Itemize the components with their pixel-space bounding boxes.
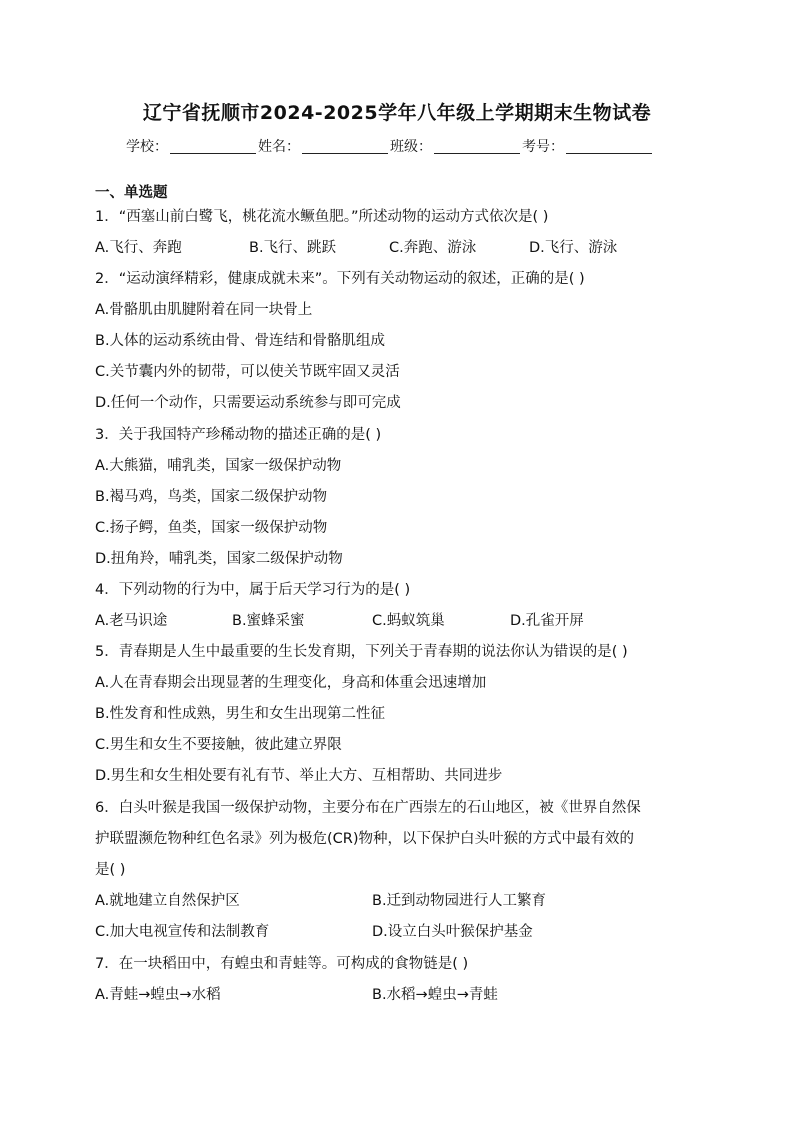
q4-option-c[interactable]: C.蚂蚁筑巢 bbox=[372, 613, 445, 629]
school-label: 学校： bbox=[126, 139, 168, 155]
q5-option-d[interactable]: D.男生和女生相处要有礼有节、举止大方、互相帮助、共同进步 bbox=[95, 768, 503, 784]
q1-option-d[interactable]: D.飞行、游泳 bbox=[529, 240, 618, 256]
question-4-stem: 4．下列动物的行为中，属于后天学习行为的是( ) bbox=[95, 582, 411, 598]
q7-option-b[interactable]: B.水稻→蝗虫→青蛙 bbox=[372, 987, 498, 1003]
q3-option-a[interactable]: A.大熊猫，哺乳类，国家一级保护动物 bbox=[95, 458, 342, 474]
q4-option-a[interactable]: A.老马识途 bbox=[95, 613, 168, 629]
student-info-row bbox=[126, 136, 654, 156]
q5-option-a[interactable]: A.人在青春期会出现显著的生理变化，身高和体重会迅速增加 bbox=[95, 675, 487, 691]
question-6-stem-line-2: 护联盟濒危物种红色名录》列为极危(CR)物种，以下保护白头叶猴的方式中最有效的 bbox=[95, 831, 635, 847]
q4-option-b[interactable]: B.蜜蜂采蜜 bbox=[232, 613, 305, 629]
q1-option-c[interactable]: C.奔跑、游泳 bbox=[389, 240, 477, 256]
q6-option-d[interactable]: D.设立白头叶猴保护基金 bbox=[372, 924, 533, 940]
question-6-stem-line-1: 6．白头叶猴是我国一级保护动物，主要分布在广西崇左的石山地区，被《世界自然保 bbox=[95, 800, 641, 816]
id-blank[interactable] bbox=[566, 139, 652, 154]
q6-option-a[interactable]: A.就地建立自然保护区 bbox=[95, 893, 240, 909]
question-3-stem: 3．关于我国特产珍稀动物的描述正确的是( ) bbox=[95, 427, 382, 443]
section-heading: 一、单选题 bbox=[95, 185, 168, 201]
q4-option-d[interactable]: D.孔雀开屏 bbox=[510, 613, 584, 629]
q7-option-a[interactable]: A.青蛙→蝗虫→水稻 bbox=[95, 987, 221, 1003]
q6-option-c[interactable]: C.加大电视宣传和法制教育 bbox=[95, 924, 270, 940]
question-7-stem: 7．在一块稻田中，有蝗虫和青蛙等。可构成的食物链是( ) bbox=[95, 956, 469, 972]
question-5-stem: 5．青春期是人生中最重要的生长发育期，下列关于青春期的说法你认为错误的是( ) bbox=[95, 644, 628, 660]
school-blank[interactable] bbox=[170, 139, 256, 154]
name-label: 姓名： bbox=[258, 139, 300, 155]
name-blank[interactable] bbox=[302, 139, 388, 154]
class-blank[interactable] bbox=[434, 139, 520, 154]
q3-option-d[interactable]: D.扭角羚，哺乳类，国家二级保护动物 bbox=[95, 551, 343, 567]
q2-option-a[interactable]: A.骨骼肌由肌腱附着在同一块骨上 bbox=[95, 302, 313, 318]
id-label: 考号： bbox=[522, 139, 564, 155]
q1-option-a[interactable]: A.飞行、奔跑 bbox=[95, 240, 182, 256]
q3-option-b[interactable]: B.褐马鸡，鸟类，国家二级保护动物 bbox=[95, 489, 328, 505]
question-6-stem-line-3: 是( ) bbox=[95, 862, 126, 878]
question-1-stem: 1．“西塞山前白鹭飞，桃花流水鳜鱼肥。”所述动物的运动方式依次是( ) bbox=[95, 209, 549, 225]
class-label: 班级： bbox=[390, 139, 432, 155]
q2-option-c[interactable]: C.关节囊内外的韧带，可以使关节既牢固又灵活 bbox=[95, 364, 400, 380]
q6-option-b[interactable]: B.迁到动物园进行人工繁育 bbox=[372, 893, 547, 909]
q2-option-b[interactable]: B.人体的运动系统由骨、骨连结和骨骼肌组成 bbox=[95, 333, 386, 349]
q5-option-c[interactable]: C.男生和女生不要接触，彼此建立界限 bbox=[95, 737, 342, 753]
q3-option-c[interactable]: C.扬子鳄，鱼类，国家一级保护动物 bbox=[95, 520, 328, 536]
question-2-stem: 2．“运动演绎精彩，健康成就未来”。下列有关动物运动的叙述，正确的是( ) bbox=[95, 271, 585, 287]
q1-option-b[interactable]: B.飞行、跳跃 bbox=[249, 240, 337, 256]
exam-title: 辽宁省抚顺市2024-2025学年八年级上学期期末生物试卷 bbox=[142, 102, 652, 124]
q5-option-b[interactable]: B.性发育和性成熟，男生和女生出现第二性征 bbox=[95, 706, 386, 722]
q2-option-d[interactable]: D.任何一个动作，只需要运动系统参与即可完成 bbox=[95, 395, 401, 411]
